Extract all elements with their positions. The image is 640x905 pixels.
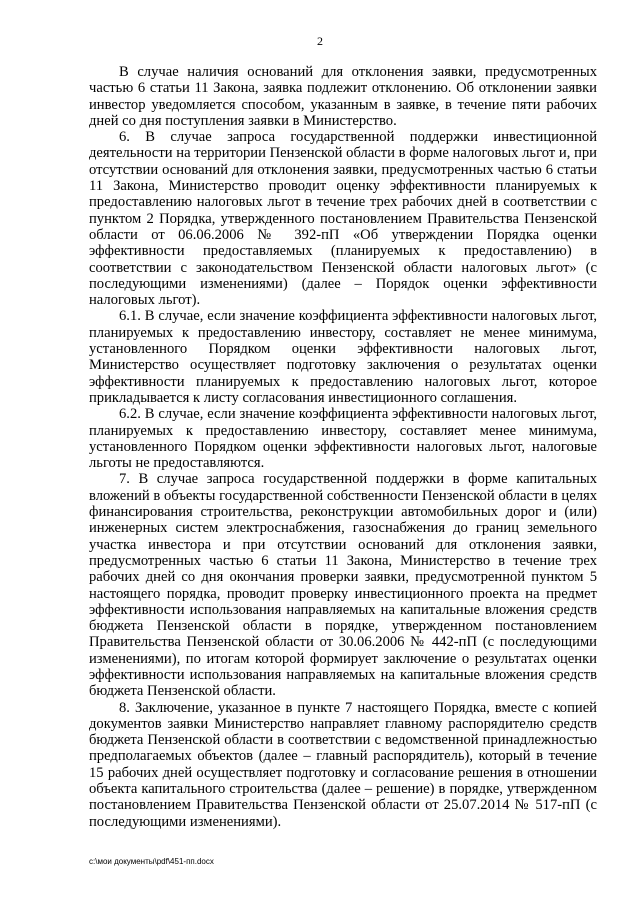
paragraph-6-tax-benefits: 6. В случае запроса государственной поддержки инвестиционной деятельности на территории Пензенской области в форме налоговых льгот и, при отсутствии оснований для отклонения заявки, предусмотренных частью 6 статьи 11 Закона, Министерство проводит оценку эффективности планируемых к предоставлению налоговых льгот в течение трех рабочих дней в соответствии с пунктом 2 Порядка, утвержденного постановлением Правительства Пензенской области от 06.06.2006 № 392-пП «Об утверждении Порядка оценки эффективности предоставляемых (планируемых к предоставлению) в соответствии с законодательством Пензенской области налоговых льгот» (с последующими изменениями) (далее – Порядок оценки эффективности налоговых льгот). [89,129,597,309]
document-body [89,64,597,830]
paragraph-rejection-notice: В случае наличия оснований для отклонения заявки, предусмотренных частью 6 статьи 11 Закона, заявка подлежит отклонению. Об отклонении заявки инвестор уведомляется способом, указанным в заявке, в течение пяти рабочих дней со дня поступления заявки в Министерство. [89,64,597,129]
footer-file-path: c:\мои документы\pdf\451-пп.docx [89,857,214,866]
paragraph-8-conclusion: 8. Заключение, указанное в пункте 7 настоящего Порядка, вместе с копией документов заявки Министерство направляет главному распорядителю средств бюджета Пензенской области в соответствии с ведомственной принадлежностью предполагаемых объектов (далее – главный распорядитель), который в течение 15 рабочих дней осуществляет подготовку и согласование решения в отношении объекта капитального строительства (далее – решение) в порядке, утвержденном постановлением Правительства Пензенской области от 25.07.2014 № 517-пП (с последующими изменениями). [89,699,597,830]
paragraph-6-1-coefficient-minimum: 6.1. В случае, если значение коэффициента эффективности налоговых льгот, планируемых к предоставлению инвестору, составляет не менее минимума, установленного Порядком оценки эффективности налоговых льгот, Министерство осуществляет подготовку заключения о результатах оценки эффективности планируемых к предоставлению налоговых льгот, которое прикладывается к листу согласования инвестиционного соглашения. [89,308,597,406]
paragraph-7-capital-investments: 7. В случае запроса государственной поддержки в форме капитальных вложений в объекты государственной собственности Пензенской области в целях финансирования строительства, реконструкции автомобильных дорог и (или) инженерных систем электроснабжения, газоснабжения до границ земельного участка инвестора и при отсутствии оснований для отклонения заявки, предусмотренных частью 6 статьи 11 Закона, Министерство в течение трех рабочих дней со дня окончания проверки заявки, предусмотренной пунктом 5 настоящего порядка, проводит проверку инвестиционного проекта на предмет эффективности использования направляемых на капитальные вложения средств бюджета Пензенской области в порядке, утвержденном постановлением Правительства Пензенской области от 30.06.2006 № 442-пП (с последующими изменениями), по итогам которой формирует заключение о результатах оценки эффективности использования направляемых на капитальные вложения средств бюджета Пензенской области. [89,471,597,700]
page-number: 2 [317,34,323,48]
paragraph-6-2-below-minimum: 6.2. В случае, если значение коэффициента эффективности налоговых льгот, планируемых к предоставлению инвестору, составляет менее минимума, установленного Порядком оценки эффективности налоговых льгот, налоговые льготы не предоставляются. [89,406,597,472]
